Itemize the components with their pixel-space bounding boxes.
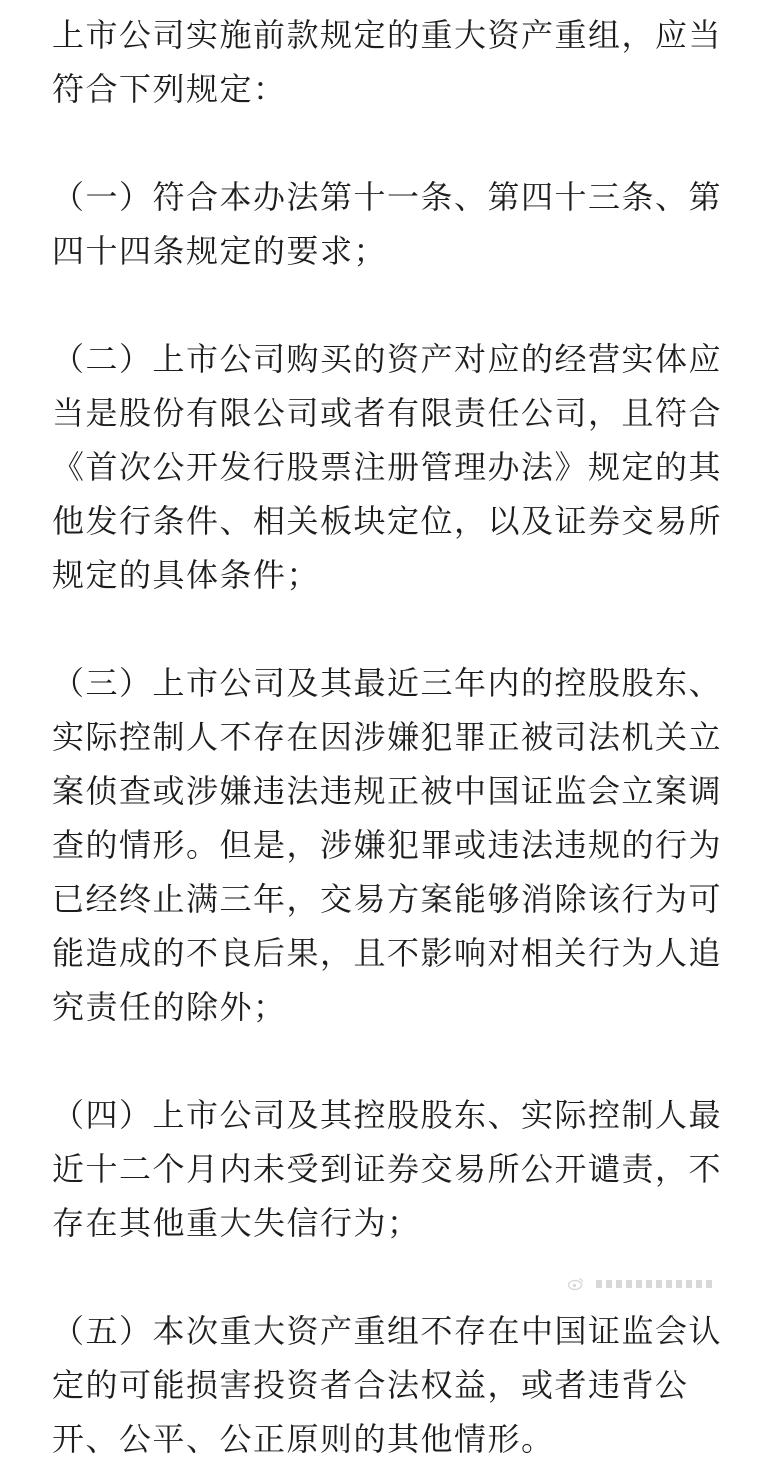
paragraph-item-5: （五）本次重大资产重组不存在中国证监会认定的可能损害投资者合法权益，或者违背公开、公平、公正原则的其他情形。: [52, 1312, 723, 1458]
paragraph-item-4: （四）上市公司及其控股股东、实际控制人最近十二个月内未受到证券交易所公开谴责，不存在其他重大失信行为；: [52, 1096, 723, 1242]
paragraph-intro: 上市公司实施前款规定的重大资产重组，应当符合下列规定：: [52, 16, 723, 108]
paragraph-item-1: （一）符合本办法第十一条、第四十三条、第四十四条规定的要求；: [52, 178, 723, 270]
document-body: [52, 8, 724, 1466]
weibo-logo-icon: [568, 1277, 584, 1291]
paragraph-item-3: （三）上市公司及其最近三年内的控股股东、实际控制人不存在因涉嫌犯罪正被司法机关立案侦查或涉嫌违法违规正被中国证监会立案调查的情形。但是，涉嫌犯罪或违法违规的行为已经终止满三年，交易方案能够消除该行为可能造成的不良后果，且不影响对相关行为人追究责任的除外；: [52, 664, 723, 1026]
watermark: [568, 1276, 738, 1292]
watermark-mark: [596, 1280, 716, 1288]
paragraph-item-2: （二）上市公司购买的资产对应的经营实体应当是股份有限公司或者有限责任公司，且符合《首次公开发行股票注册管理办法》规定的其他发行条件、相关板块定位，以及证券交易所规定的具体条件；: [52, 340, 723, 594]
